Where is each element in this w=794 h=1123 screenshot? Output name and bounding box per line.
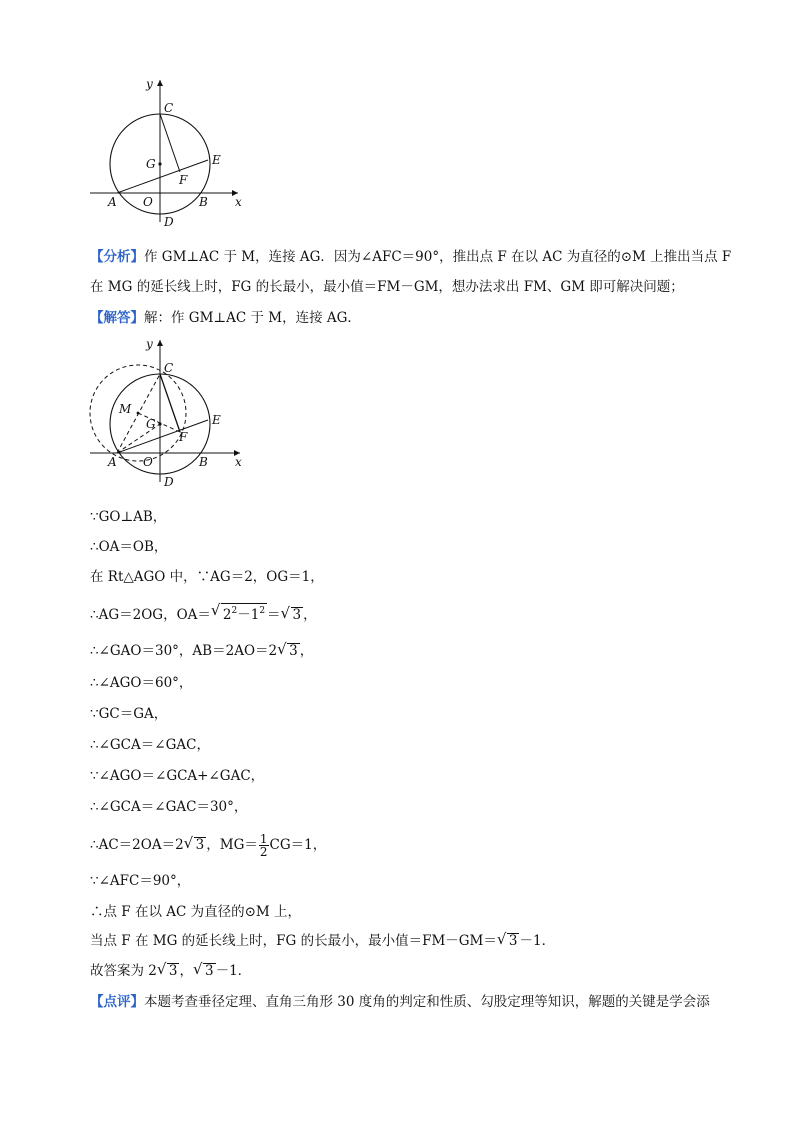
solution-step-5 <box>90 642 770 660</box>
step-4-text-b: ＝ <box>267 607 281 623</box>
label-a: A <box>108 195 117 209</box>
step-15-text-b: ， <box>179 963 193 979</box>
segment-cf <box>160 374 180 432</box>
solution-intro: 解：作 GM⊥AC 于 M，连接 AG． <box>144 310 361 326</box>
solution-intro-line <box>90 309 770 327</box>
step-11-text-a: ∴AC＝2OA＝2 <box>90 837 184 853</box>
analysis-tag: 【分析】 <box>90 249 144 265</box>
label-b: B <box>199 195 208 209</box>
solution-step-10: ∴∠GCA＝∠GAC＝30°， <box>90 799 248 815</box>
solution-tag: 【解答】 <box>90 310 144 326</box>
sqrt-3: √ 3 <box>194 962 216 980</box>
sqrt-3: √ 3 <box>278 642 300 660</box>
solution-step-2: ∴OA＝OB， <box>90 539 168 555</box>
analysis-text-2: 在 MG 的延长线上时，FG 的长最小，最小值＝FM－GM，想办法求出 FM、GM 即可解决问题； <box>90 279 684 295</box>
solution-step-12: ∵∠AFC＝90°， <box>90 873 191 889</box>
rad-exp-2: 2 <box>259 606 266 616</box>
label-m: M <box>119 402 132 416</box>
solution-step-9: ∵∠AGO＝∠GCA+∠GAC， <box>90 768 265 784</box>
label-y: y <box>146 77 153 91</box>
step-11-text-c: CG＝1， <box>269 837 327 853</box>
segment-ae <box>117 420 208 453</box>
solution-step-4 <box>90 603 770 624</box>
label-e: E <box>212 153 221 167</box>
label-d: D <box>164 215 174 229</box>
step-15-text-c: －1． <box>215 963 252 979</box>
point-g <box>158 422 161 425</box>
figure-1-circle-diagram <box>85 75 255 235</box>
analysis-line-1 <box>90 248 770 266</box>
solution-step-1: ∵GO⊥AB， <box>90 509 167 525</box>
comment-line <box>90 993 770 1011</box>
step-14-text-b: －1． <box>519 933 556 949</box>
segment-mf-dashed <box>138 413 180 432</box>
step-5-text-b: ， <box>299 643 314 659</box>
sqrt-3: √ 3 <box>158 962 180 980</box>
solution-step-8: ∴∠GCA＝∠GAC， <box>90 737 210 753</box>
label-c: C <box>164 361 174 375</box>
analysis-text-1: 作 GM⊥AC 于 M，连接 AG．因为∠AFC＝90°，推出点 F 在以 AC 为直径的⊙M 上推出当点 F <box>144 249 732 265</box>
solution-step-6: ∴∠AGO＝60°， <box>90 675 193 691</box>
step-5-text-a: ∴∠GAO＝30°，AB＝2AO＝2 <box>90 643 278 659</box>
sqrt-3: √ 3 <box>282 606 304 624</box>
step-11-text-b: ，MG＝ <box>206 837 258 853</box>
fraction-one-half: $\frac{1}{2}$ <box>259 832 268 859</box>
solution-step-13: ∴点 F 在以 AC 为直径的⊙M 上， <box>90 904 302 920</box>
figure-2-circle-diagram <box>85 335 255 495</box>
comment-text: 本题考查垂径定理、直角三角形 30 度角的判定和性质、勾股定理等知识，解题的关键是学会添 <box>144 994 710 1010</box>
analysis-line-2 <box>90 278 770 296</box>
rad-exp-1: 2 <box>231 606 238 616</box>
sqrt-3: √ 3 <box>498 932 520 950</box>
solution-step-3: 在 Rt△AGO 中，∵AG＝2，OG＝1， <box>90 569 324 585</box>
label-o: O <box>143 195 153 209</box>
segment-cf <box>160 114 180 172</box>
solution-step-7: ∵GC＝GA， <box>90 706 168 722</box>
label-y: y <box>146 337 153 351</box>
step-4-text-c: ， <box>303 607 317 623</box>
rad-mid: －1 <box>237 607 260 623</box>
y-axis-arrow <box>157 80 163 86</box>
step-15-text-a: 故答案为 2 <box>90 963 157 979</box>
label-o: O <box>143 455 153 469</box>
y-axis-arrow <box>157 340 163 346</box>
segment-ae <box>117 160 208 193</box>
label-d: D <box>164 475 174 489</box>
label-x: x <box>235 455 242 469</box>
solution-step-14 <box>90 932 770 950</box>
label-f: F <box>179 430 188 444</box>
solution-step-11 <box>90 833 770 858</box>
sqrt-3: √ 3 <box>185 836 207 854</box>
point-m <box>137 412 140 415</box>
label-b: B <box>199 455 208 469</box>
label-g: G <box>146 417 156 431</box>
label-c: C <box>164 101 174 115</box>
label-f: F <box>179 173 188 187</box>
solution-step-15 <box>90 962 770 980</box>
label-x: x <box>235 195 242 209</box>
step-4-text-a: ∴AG＝2OG，OA＝ <box>90 607 211 623</box>
comment-tag: 【点评】 <box>90 994 144 1010</box>
label-e: E <box>212 413 221 427</box>
sqrt-expression <box>212 603 267 624</box>
label-g: G <box>146 157 156 171</box>
label-a: A <box>108 455 117 469</box>
step-14-text-a: 当点 F 在 MG 的延长线上时，FG 的长最小，最小值＝FM－GM＝ <box>90 933 497 949</box>
point-g <box>158 162 161 165</box>
rad-base-1: 2 <box>222 607 232 623</box>
